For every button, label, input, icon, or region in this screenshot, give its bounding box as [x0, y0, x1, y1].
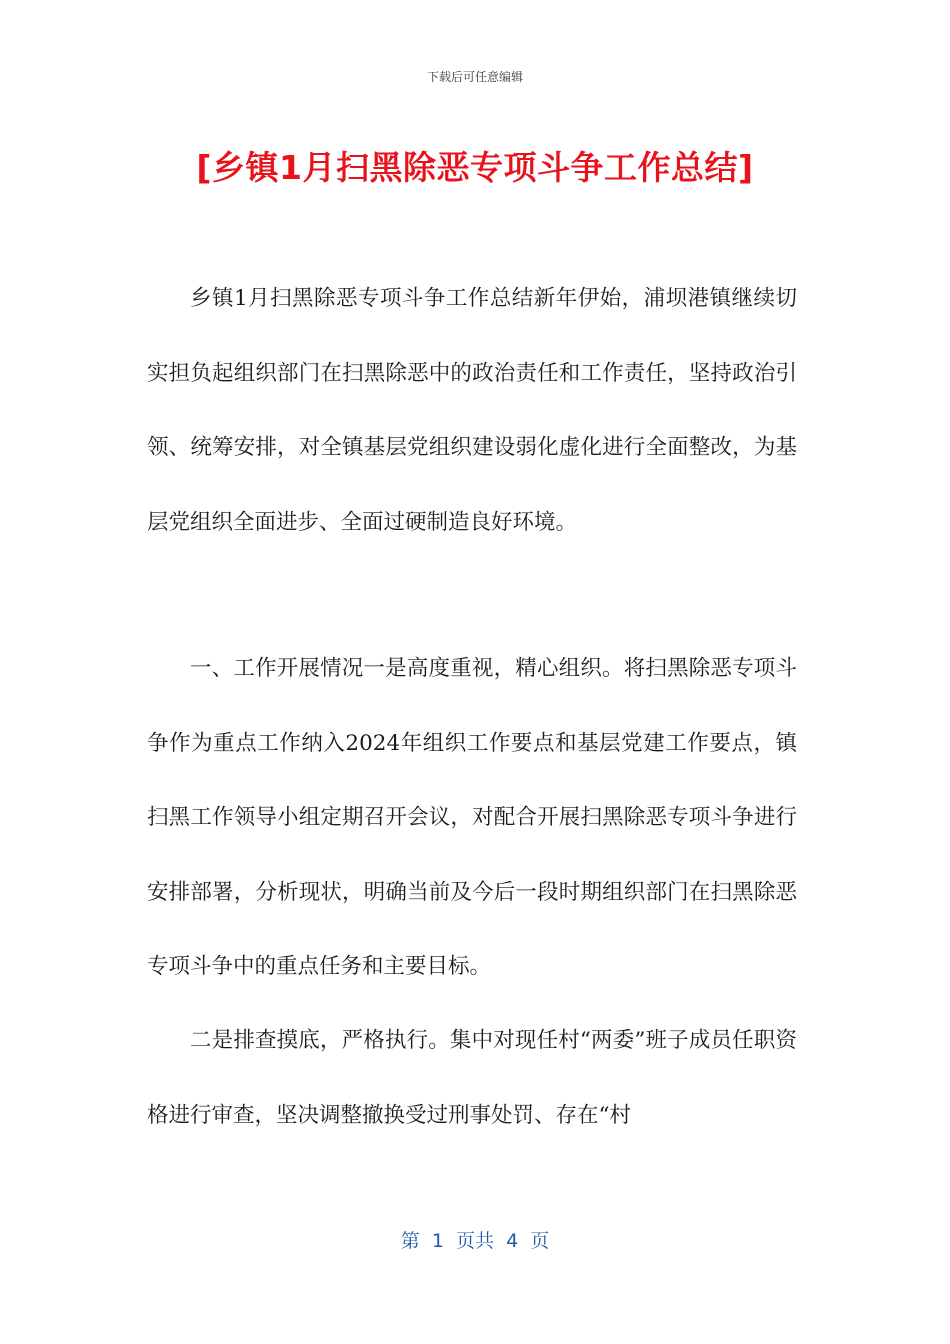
paragraph-text: 二是排查摸底，严格执行。集中对现任村“两委”班子成员任职资格进行审查，坚决调整撤换受过刑事处罚、存在“村 [147, 1028, 797, 1128]
paragraph-text: 乡镇1月扫黑除恶专项斗争工作总结新年伊始，浦坝港镇继续切实担负起组织部门在扫黑除恶中的政治责任和工作责任，坚持政治引领、统筹安排，对全镇基层党组织建设弱化虚化进行全面整改，为基层党组织全面进步、全面过硬制造良好环境。 [147, 286, 797, 535]
document-title: [乡镇1月扫黑除恶专项斗争工作总结] [196, 148, 754, 187]
paragraph-3 [147, 1004, 797, 1153]
page-number-footer: 第 1 页共 4 页 [400, 1230, 550, 1252]
header-note: 下载后可任意编辑 [426, 70, 523, 84]
paragraph-2 [147, 632, 797, 1005]
paragraph-text: 一、工作开展情况一是高度重视，精心组织。将扫黑除恶专项斗争作为重点工作纳入2024年组织工作要点和基层党建工作要点，镇扫黑工作领导小组定期召开会议，对配合开展扫黑除恶专项斗争进行安排部署，分析现状，明确当前及今后一段时期组织部门在扫黑除恶专项斗争中的重点任务和主要目标。 [147, 656, 797, 979]
paragraph-1 [147, 262, 797, 560]
